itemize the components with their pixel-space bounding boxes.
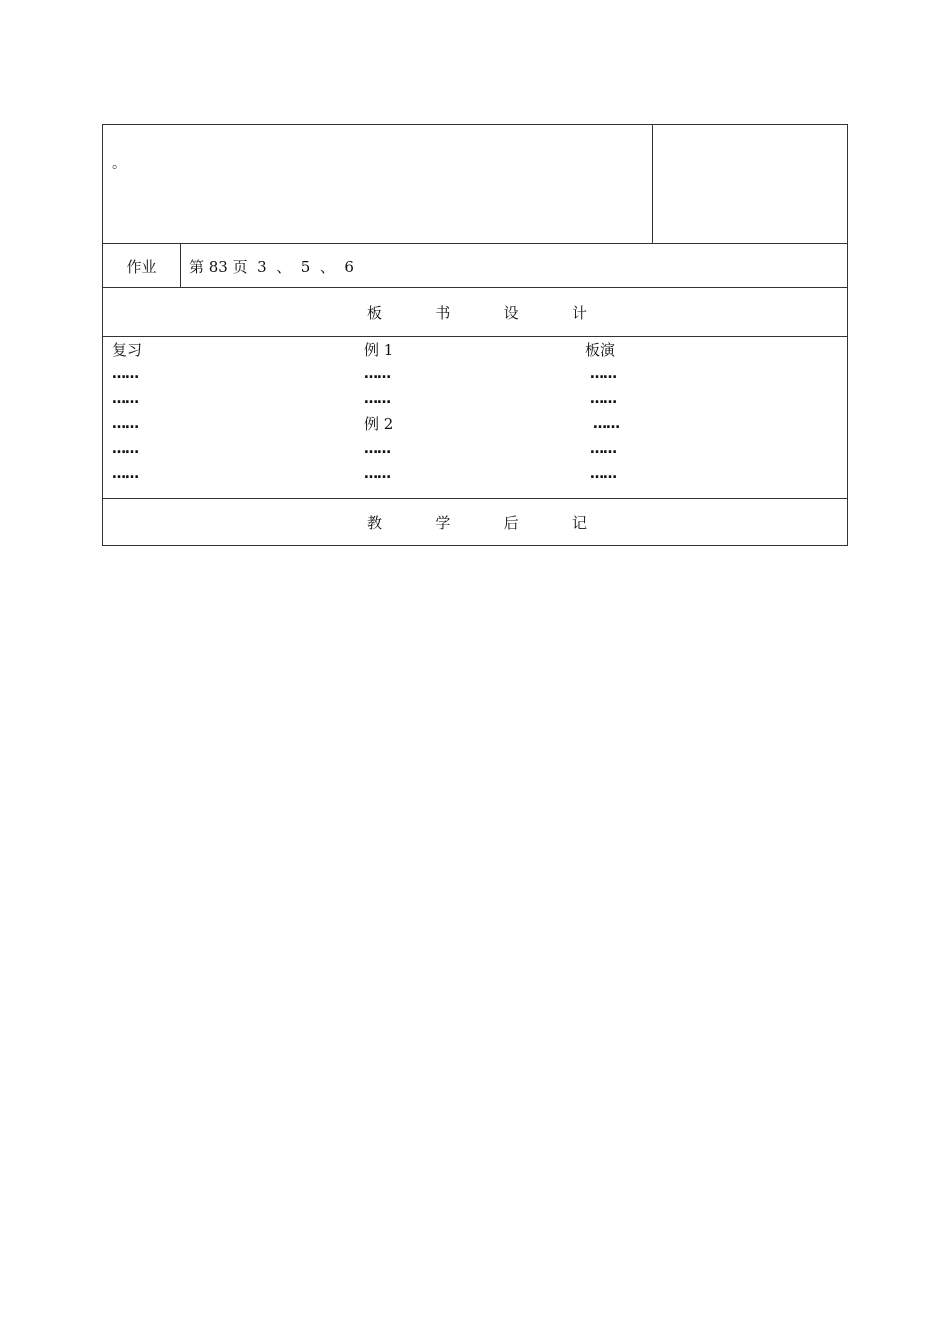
board-line: ……	[364, 366, 390, 382]
board-line: ……	[590, 391, 616, 407]
notes-side-cell	[652, 125, 847, 244]
board-line: 板演	[585, 341, 616, 359]
board-line: ……	[590, 466, 616, 482]
afterword-title-char: 教	[367, 513, 383, 532]
homework-row	[103, 244, 847, 288]
board-design-title	[367, 288, 587, 336]
board-line: ……	[364, 441, 390, 457]
afterword-title-char: 后	[503, 513, 519, 532]
board-design-content-row	[103, 337, 847, 499]
board-line: ……	[112, 416, 138, 432]
teaching-afterword-title	[367, 499, 587, 545]
board-line: ……	[364, 391, 390, 407]
board-design-title-char: 板	[367, 303, 383, 322]
board-line: ……	[112, 441, 138, 457]
board-line: ……	[590, 441, 616, 457]
board-design-title-char: 计	[571, 303, 587, 322]
board-line: ……	[364, 466, 390, 482]
homework-label: 作业	[103, 244, 181, 288]
board-line: 例 2	[364, 415, 394, 433]
board-design-title-char: 设	[503, 303, 519, 322]
board-line: 复习	[112, 341, 143, 359]
afterword-title-char: 记	[571, 513, 587, 532]
notes-row	[103, 125, 847, 244]
teaching-afterword-row	[103, 499, 847, 545]
board-line: 例 1	[364, 341, 394, 359]
lesson-plan-table	[102, 124, 848, 546]
board-line: ……	[112, 391, 138, 407]
notes-cell	[103, 125, 653, 244]
board-design-title-row	[103, 288, 847, 337]
board-line: ……	[112, 366, 138, 382]
board-design-title-char: 书	[435, 303, 451, 322]
board-line: ……	[593, 416, 619, 432]
homework-text: 第 83 页 3 、 5 、 6	[189, 257, 354, 276]
afterword-title-char: 学	[435, 513, 451, 532]
board-line: ……	[112, 466, 138, 482]
board-line: ……	[590, 366, 616, 382]
notes-text: 。	[112, 156, 126, 172]
